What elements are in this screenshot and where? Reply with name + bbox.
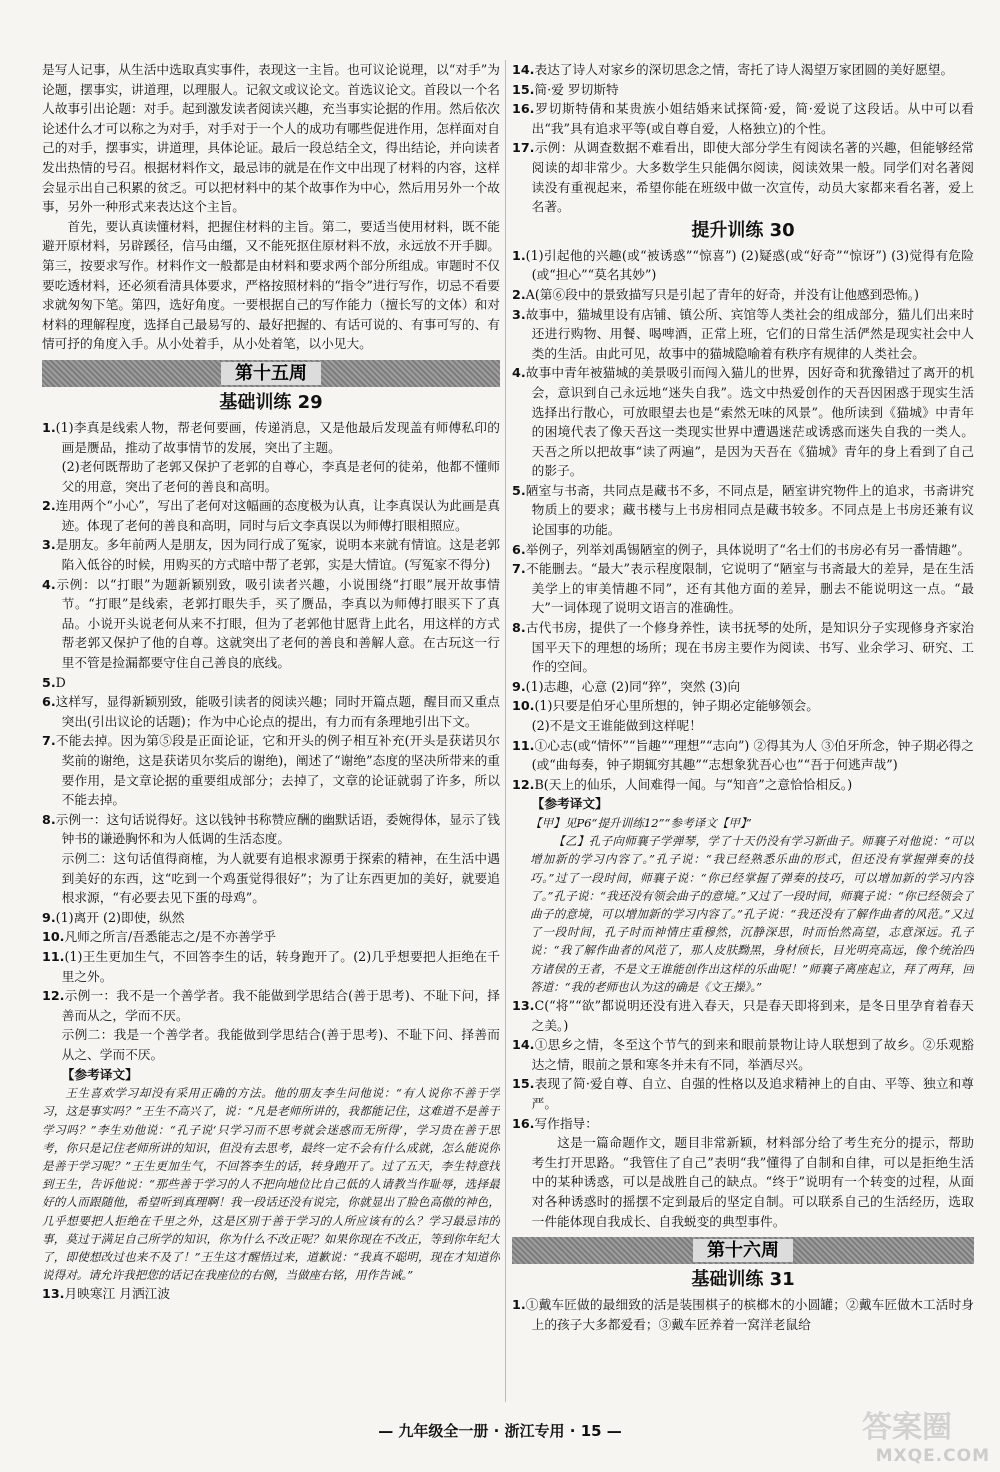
answer-number: 6.: [42, 694, 56, 710]
answer-text: 表达了诗人对家乡的深切思念之情，寄托了诗人渴望万家团圆的美好愿望。: [534, 62, 954, 77]
answer-number: 4.: [42, 576, 56, 592]
training-30-title: 提升训练 30: [691, 219, 795, 241]
answer-number: 13.: [42, 1286, 65, 1302]
answer-number: 16.: [512, 1115, 535, 1131]
answer-text: 月映寒江 月洒江波: [64, 1286, 171, 1302]
answer-number: 5.: [512, 482, 526, 498]
week-16-title: 第十六周: [693, 1239, 793, 1262]
answer-number: 7.: [42, 733, 56, 749]
essay-guidance-para-1: 是写人记事，从生活中选取真实事件，表现这一主旨。也可议论说理，以“对手”为论题，摆事实，讲道理，以理服人。记叙文或议论文。首选议论文。首段以一个名人故事引出论题：对手。起到激发读者阅读兴趣，充当事实论据的作用。然后依次论述什么才可以称之为对手，对手对于一个人的成功有哪些促进作用，怎样面对自己的对手，摆事实，讲道理，具体论证。最后一段总结全文，得出结论，并向读者发出热情的号召。根据材料作文，最忌讳的就是在作文中出现了材料的内容，这样会显示出自己积累的贫乏。可以把材料中的某个故事作为中心，然后用另外一个故事，另外一种形式来表达这个主旨。: [42, 62, 500, 215]
answer-text: 凡师之所言/吾悉能志之/是不亦善学乎: [64, 929, 277, 945]
left-column: [42, 60, 500, 1402]
answer-text: 示例二：我是一个善学者。我能做到学思结合(善于思考)、不耻下问、择善而从之、学而不厌。: [61, 1027, 500, 1062]
answer-number: 12.: [42, 988, 65, 1004]
essay-guidance-para-2: 首先，要认真读懂材料，把握住材料的主旨。第二，要适当使用材料，既不能避开原材料，另辟蹊径，信马由缰，又不能死抠住原材料不放，永远放不开手脚。第三，按要求写作。材料作文一般都是由材料和要求两个部分所组成。审题时不仅要吃透材料，还必须看清具体要求，严格按照材料的“指令”进行写作，切忌不看要求就匆匆下笔。第四，选好角度。一要根据自己的写作能力（擅长写的文体）和对材料的理解程度，选择自己最易写的、最好把握的、有话可说的、有事可写的、有情可抒的角度入手。从小处着手，从小处着笔，以小见大。: [42, 218, 500, 352]
answer-item: [42, 496, 500, 535]
answer-item-31-1: [512, 1295, 974, 1334]
answer-number: 2.: [512, 286, 526, 302]
answer-item: [42, 849, 500, 908]
answer-text: (1)只要是伯牙心里所想的，钟子期必定能够领会。: [534, 698, 819, 714]
answer-item: [512, 775, 974, 795]
answer-item: [42, 673, 500, 693]
answer-item: [512, 677, 974, 697]
answer-number: 2.: [42, 498, 56, 514]
watermark-logo-mark: 答案圈: [862, 1410, 952, 1445]
answer-item: [42, 908, 500, 928]
answer-number: 9.: [512, 678, 526, 694]
answer-number: 4.: [512, 365, 526, 381]
week-15-title: 第十五周: [221, 362, 321, 385]
answer-text: 写作指导：: [534, 1115, 598, 1131]
answer-text: 示例：从调查数据不难看出，即使大部分学生有阅读名著的兴趣，但能够经常阅读的却非常少。大多数学生只能偶尔阅读，阅读效果一般。同学们对名著阅读没有重视起来，希望你能在班级中做一次宣传，动员大家都来看名著，爱上名著。: [531, 140, 974, 215]
answer-item: [512, 138, 974, 216]
answer-text: 故事中青年被猫城的美景吸引而闯入猫儿的世界，因好奇和犹豫错过了离开的机会，意识到自己永远地“迷失自我”。选文中热爱创作的天吾因困惑于现实生活选择出行散心，可放眼望去也是“索然无味的风景”。他所读到《猫城》中青年的困境代表了像天吾这一类现实世界中遭遇迷茫或诱惑而迷失自我的一类人。天吾之所以把故事“读了两遍”，是因为天吾在《猫城》青年的身上看到了自己的影子。: [525, 365, 974, 479]
answer-item: [42, 575, 500, 673]
answer-item: [512, 996, 974, 1035]
answer-text: (1)王生更加生气，不回答李生的话，转身跑开了。(2)几乎想要把人拒绝在千里之外。: [61, 948, 500, 984]
answer-text: ①思乡之情，冬至这个节气的到来和眼前景物让诗人联想到了故乡。②乐观豁达之情，眼前之景和寒冬并未有不同，举酒尽兴。: [531, 1037, 974, 1072]
answer-text: 示例一：这句话说得好。这以钱钟书称赞应酬的幽默话语，委婉得体，显示了钱钟书的谦逊胸怀和为人低调的生活态度。: [55, 811, 500, 847]
answer-text: 罗切斯特倩和某贵族小姐结婚来试探简·爱，简·爱说了这段话。从中可以看出“我”具有追求平等(或自尊自爱，人格独立)的个性。: [531, 101, 974, 136]
reference-translation-b: 【乙】孔子向师襄子学弹琴，学了十天仍没有学习新曲子。师襄子对他说：“可以增加新的学习内容了。”孔子说：“我已经熟悉乐曲的形式，但还没有掌握弹奏的技巧。”过了一段时间，师襄子说：“你已经掌握了弹奏的技巧，可以增加新的学习内容了。”孔子说：“我还没有领会曲子的意境。”又过了一段时间，师襄子说：“你已经领会了曲子的意境，可以增加新的学习内容了。”孔子说：“我还没有了解作曲者的风范。”又过了一段时间，孔子时而神情庄重穆然，沉静深思，时而怡然高望，志意深远。孔子说：“我了解作曲者的风范了，那人皮肤黝黑，身材颀长，目光明亮高远，像个统治四方诸侯的王者，不是文王谁能创作出这样的乐曲呢！”师襄子离座起立，拜了两拜，回答道：“我的老师也认为这的确是《文王操》。”: [529, 834, 974, 994]
answer-item: [42, 986, 500, 1025]
answer-item: [42, 927, 500, 947]
answer-number: 1.: [512, 247, 526, 263]
answer-text: (2)老何既帮助了老郭又保护了老郭的自尊心，李真是老何的徒弟，他都不懂师父的用意，突出了老何的善良和高明。: [61, 459, 500, 494]
answer-number: 6.: [512, 541, 526, 557]
answer-number: 3.: [512, 306, 526, 322]
answer-item: [512, 736, 974, 775]
answer-text: 陋室与书斋，共同点是藏书不多，不同点是，陋室讲究物件上的追求，书斋讲究物质上的要求；藏书楼与上书房相同点是藏书较多。不同点是上书房还兼有议论国事的功能。: [525, 482, 974, 538]
answer-item: [42, 692, 500, 731]
answer-item-13: [42, 1284, 500, 1304]
watermark-logo: [858, 1402, 996, 1468]
answer-item: [512, 559, 974, 618]
answer-item: [512, 99, 974, 138]
training-30-answers: [512, 246, 974, 795]
answer-number: 14.: [512, 62, 535, 77]
answer-text: 不能去掉。因为第⑤段是正面论证，它和开头的例子相互补充(开头是获诺贝尔奖前的谢绝，这是获诺贝尔奖后的谢绝)，阐述了“谢绝”态度的坚决所带来的重要作用，是文章论据的重要组成部分；去掉了，文章的论证就弱了许多，所以不能去掉。: [55, 733, 500, 808]
answer-item: [42, 810, 500, 849]
training-29-title: 基础训练 29: [219, 391, 323, 413]
answer-number: 12.: [512, 776, 535, 792]
answer-item: [512, 618, 974, 677]
answer-text: 示例一：我不是一个善学者。我不能做到学思结合(善于思考)、不耻下问，择善而从之，学而不厌。: [61, 988, 500, 1023]
answer-number: 3.: [42, 537, 56, 553]
answer-number: 11.: [512, 737, 535, 753]
answer-text: A(第⑥段中的景致描写只是引起了青年的好奇，并没有让他感到恐怖。): [525, 286, 919, 302]
watermark-site-text: MXQE.COM: [875, 1446, 990, 1466]
answer-number: 11.: [42, 948, 65, 964]
answer-number: 14.: [512, 1037, 535, 1053]
right-column: [512, 60, 974, 1402]
answer-item: [512, 246, 974, 285]
week-16-banner: [512, 1237, 974, 1264]
answer-number: 1.: [512, 1297, 526, 1313]
answer-text: C(“将”“欲”都说明还没有进入春天，只是春天即将到来，是冬日里孕育着春天之美。): [531, 998, 974, 1033]
answer-number: 5.: [42, 674, 56, 690]
writing-guide-text: 这是一篇命题作文，题目非常新颖，材料部分给了考生充分的提示，帮助考生打开思路。“我管住了自己”表明“我”懂得了自制和自律，可以是拒绝生活中的某种诱惑，可以是战胜自己的缺点。“终于”说明有一个转变的过程，从面对各种诱惑时的摇摆不定到最后的坚定自制。可以联系自己的生活经历，选取一件能体现自我成长、自我蜕变的典型事件。: [531, 1135, 974, 1229]
training-31-title: 基础训练 31: [691, 1269, 795, 1291]
answer-text: 故事中，猫城里设有店铺、镇公所、宾馆等人类社会的组成部分，猫儿们出来时还进行购物、用餐、喝啤酒，正常上班，它们的日常生活俨然是现实社会中人类的生活。由此可见，故事中的猫城隐喻着有秩序有规律的人类社会。: [525, 306, 974, 361]
reference-translation-a: 【甲】见P6“提升训练12”“参考译文【甲】”: [529, 815, 752, 830]
answer-item: [42, 535, 500, 574]
answer-item: [512, 1114, 974, 1134]
answer-number: 13.: [512, 998, 535, 1013]
answer-item: [42, 1025, 500, 1064]
training-29-answers: [42, 418, 500, 1065]
answer-text: 这样写，显得新颖别致，能吸引读者的阅读兴趣；同时开篇点题，醒目而又重点突出(引出议论的话题)；作为中心论点的提出，有力而有条理地引出下文。: [55, 694, 500, 729]
answer-text: ①心志(或“情怀”“旨趣”“理想”“志向”) ②得其为人 ③伯牙所念，钟子期必得之(或“曲每奏，钟子期辄穷其趣”“志想象犹吾心也”“吾于何逃声哉”): [531, 737, 974, 773]
answer-text: 举例子，列举刘禹锡陋室的例子，具体说明了“名士们的书房必有另一番情趣”。: [525, 541, 971, 557]
answer-item: [512, 540, 974, 560]
answer-text: 示例二：这句话值得商榷，为人就要有追根求源勇于探索的精神，在生活中遇到美好的东西，这“吃到一个鸡蛋觉得很好”；为了让东西更加的美好，就要追根求源，“有必要去见下蛋的母鸡”。: [61, 850, 500, 906]
reference-translation-title-30: 【参考译文】: [531, 796, 608, 812]
answer-number: 8.: [42, 811, 56, 827]
page-footer: — 九年级全一册 · 浙江专用 · 15 —: [378, 1422, 622, 1440]
reference-translation-title: 【参考译文】: [61, 1066, 138, 1082]
answer-text: ①戴车匠做的最细致的活是装围棋子的槟榔木的小圆罐；②戴车匠做木工活时身上的孩子大多都爱看；③戴车匠养着一窝洋老鼠给: [525, 1297, 974, 1332]
answer-text: 示例：以“打眼”为题新颖别致，吸引读者兴趣，小说围绕“打眼”展开故事情节。“打眼”是线索，老郭打眼失手，买了赝品，李真以为师傅打眼买下了真品。小说开头说老何从来不打眼，但为了老郭他甘愿背上此名，用这样的方式帮老郭又保护了他的自尊。这就突出了老何的善良和善解人意。在古玩这一行里不管是捡漏都要守住自己善良的底线。: [55, 576, 500, 671]
answer-text: 连用两个“小心”，写出了老何对这幅画的态度极为认真，让李真误认为此画是真迹。体现了老何的善良和高明，同时与后文李真误以为师傅打眼相照应。: [55, 498, 500, 533]
answer-item: [512, 60, 974, 80]
answer-text: 古代书房，提供了一个修身养性，读书抚琴的处所，是知识分子实现修身齐家治国平天下的理想的场所；现在书房主要作为阅读、书写、业余学习、研究、工作的空间。: [525, 620, 974, 675]
answer-item: [512, 363, 974, 481]
answer-text: (1)离开 (2)即使，纵然: [55, 909, 185, 925]
answer-text: 简·爱 罗切斯特: [534, 81, 619, 97]
training-29-answers-cont: [512, 60, 974, 217]
answer-item: [42, 731, 500, 809]
answer-item: [512, 696, 974, 716]
answer-number: 16.: [512, 101, 535, 117]
answer-item: [42, 457, 500, 496]
answer-number: 17.: [512, 140, 535, 156]
answer-number: 10.: [512, 698, 535, 714]
answer-number: 7.: [512, 561, 526, 577]
answer-number: 9.: [42, 909, 56, 925]
answer-item: [42, 418, 500, 457]
answer-text: (1)志趣，心意 (2)同“猝”，突然 (3)向: [525, 678, 741, 694]
answer-item: [512, 716, 974, 736]
answer-item: [512, 305, 974, 364]
answer-item: [512, 481, 974, 540]
answer-text: 表现了简·爱自尊、自立、自强的性格以及追求精神上的自由、平等、独立和尊严。: [531, 1076, 974, 1111]
answer-number: 1.: [42, 419, 56, 435]
answer-text: 是朋友。多年前两人是朋友，因为同行成了冤家，说明本来就有情谊。这是老郭陷入低谷的时候，用购买的方式暗中帮了老郭，实是大情谊。(写冤家不得分): [55, 537, 500, 573]
answer-text: (2)不是文王谁能做到这样呢！: [531, 718, 702, 733]
answer-text: B(天上的仙乐，人间难得一闻。与“知音”之意恰恰相反。): [534, 776, 853, 792]
answer-item: [512, 80, 974, 100]
answer-item: [42, 947, 500, 986]
answer-text: (1)引起他的兴趣(或“被诱惑”“惊喜”) (2)疑惑(或“好奇”“惊讶”) (3)觉得有危险(或“担心”“莫名其妙”): [525, 247, 974, 283]
reference-translation-text: 王生喜欢学习却没有采用正确的方法。他的朋友李生问他说：“有人说你不善于学习，这是事实吗？”王生不高兴了，说：“凡是老师所讲的，我都能记住，这难道不是善于学习吗？”李生劝他说：“孔子说‘只学习而不思考就会迷惑而无所得’，学习贵在善于思考，你只是记住老师所讲的知识，但没有去思考，最终一定不会有什么成就，怎么能说你是善于学习呢？”王生更加生气，不回答李生的话，转身跑开了。过了五天，李生特意找到王生，告诉他说：“那些善于学习的人不把向地位比自己低的人请教当作耻辱，选择最好的人而跟随他，希望听到真理啊！我一段话还没有说完，你就显出了脸色高傲的神色，几乎想要把人拒绝在千里之外，这是区别于善于学习的人所应该有的么？学习最忌讳的事，莫过于满足自己所学的知识，你为什么不改正呢？如果你现在不改正，等到你年纪大了，即使想改过也来不及了！”王生这才醒悟过来，道歉说：“我真不聪明，现在才知道你说得对。请允许我把您的话记在我座位的右侧，当做座右铭，用作告诫。”: [42, 1086, 500, 1283]
week-15-banner: [42, 360, 500, 387]
answer-number: 8.: [512, 620, 526, 636]
answer-text: 不能删去。“最大”表示程度限制，它说明了“陋室与书斋最大的差异，是在生活美学上的审美情趣不同”，还有其他方面的差异，删去不能说明这一点。“最大”一词体现了说明文语言的准确性。: [525, 561, 974, 616]
answer-number: 15.: [512, 1076, 535, 1092]
answer-text: D: [55, 674, 66, 690]
column-divider: [505, 60, 506, 1402]
answer-number: 10.: [42, 929, 65, 945]
answer-item: [512, 1074, 974, 1113]
answer-item: [512, 1035, 974, 1074]
answer-text: (1)李真是线索人物，帮老何要画，传递消息，又是他最后发现盖有师傅私印的画是赝品，推动了故事情节的发展，突出了主题。: [55, 419, 500, 455]
training-30-answers-cont: [512, 996, 974, 1133]
answer-item: [512, 285, 974, 305]
answer-number: 15.: [512, 81, 535, 97]
